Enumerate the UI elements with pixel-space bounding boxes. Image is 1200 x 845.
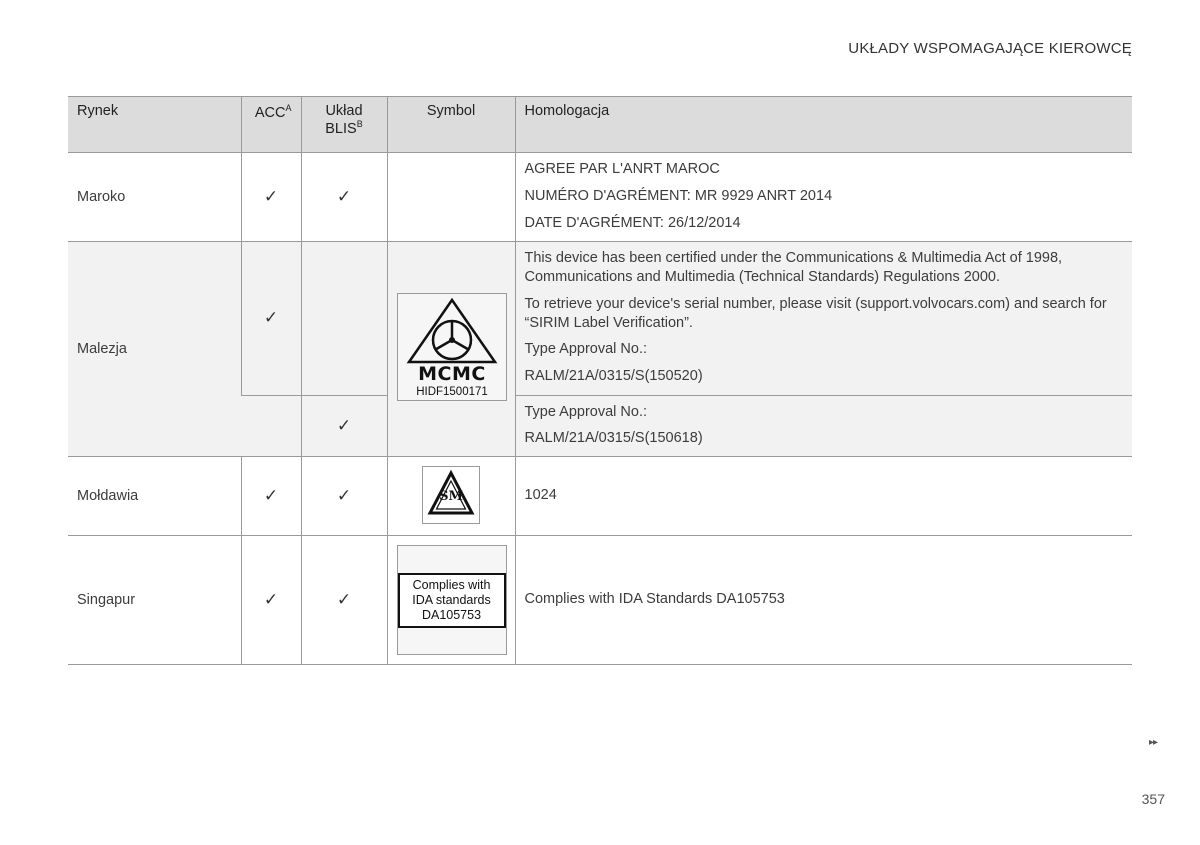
homologation-cell <box>515 536 1132 665</box>
mcmc-triangle-logo-icon <box>398 294 506 400</box>
next-page-icon: ▸▸ <box>1149 737 1158 748</box>
market-cell: Singapur <box>68 536 241 665</box>
sm-symbol <box>422 466 480 524</box>
header-blis: Układ $BLIS^B$ <box>301 97 387 153</box>
table-row-maroko <box>68 153 1132 242</box>
blis-cell <box>301 457 387 536</box>
check-mark-icon: ✓ <box>336 186 352 206</box>
homologation-line: To retrieve your device's serial number, please visit (support.volvocars.com) and search for “SIRIM Label Verification”. <box>524 295 1107 331</box>
check-mark-icon: ✓ <box>336 590 352 610</box>
check-mark-icon: ✓ <box>263 590 279 610</box>
acc-cell <box>241 395 301 457</box>
homologation-cell <box>515 153 1132 242</box>
acc-cell <box>241 536 301 665</box>
homologation-line: Complies with IDA Standards DA105753 <box>524 591 785 608</box>
homologation-line: This device has been certified under the Communications & Multimedia Act of 1998, Communications and Multimedia (Technical Standards) Regulations 2000. <box>524 250 1063 285</box>
symbol-cell <box>387 457 515 536</box>
homologation-table <box>68 96 1132 665</box>
blis-cell <box>301 536 387 665</box>
sm-conformity-mark-icon <box>423 467 479 523</box>
check-mark-icon: ✓ <box>263 486 279 506</box>
table-row-singapur <box>68 536 1132 665</box>
ida-label-box: Complies with IDA standards DA105753 <box>398 573 506 628</box>
acc-cell <box>241 457 301 536</box>
check-mark-icon: ✓ <box>263 308 279 328</box>
check-mark-icon: ✓ <box>263 186 279 206</box>
homologation-line: Type Approval No.: <box>524 341 648 358</box>
svg-text:SM: SM <box>439 488 463 504</box>
page-header-title: UKŁADY WSPOMAGAJĄCE KIEROWCĘ <box>848 40 1132 57</box>
page-number: 357 <box>1141 791 1165 807</box>
homologation-cell <box>515 457 1132 536</box>
ida-symbol <box>397 545 507 655</box>
table-header-row <box>68 97 1132 153</box>
market-cell: Malezja <box>68 241 241 457</box>
homologation-line: AGREE PAR L'ANRT MAROC <box>524 161 720 177</box>
acc-cell <box>241 153 301 242</box>
market-cell: Maroko <box>68 153 241 242</box>
svg-text:MCMC: MCMC <box>417 363 486 386</box>
header-rynek: Rynek <box>68 97 241 153</box>
symbol-cell <box>387 536 515 665</box>
acc-cell <box>241 241 301 395</box>
homologation-line: RALM/21A/0315/S(150618) <box>524 430 703 447</box>
table-row-moldawia <box>68 457 1132 536</box>
check-mark-icon: ✓ <box>336 415 352 435</box>
blis-cell <box>301 153 387 242</box>
header-symbol: Symbol <box>387 97 515 153</box>
homologation-line: DATE D'AGRÉMENT: 26/12/2014 <box>524 214 741 231</box>
symbol-cell <box>387 153 515 242</box>
homologation-cell <box>515 395 1132 457</box>
symbol-cell <box>387 241 515 457</box>
check-mark-icon: ✓ <box>336 486 352 506</box>
homologation-line: Type Approval No.: <box>524 403 648 420</box>
homologation-cell <box>515 241 1132 395</box>
table-row-malezja-acc <box>68 241 1132 395</box>
blis-cell <box>301 395 387 457</box>
blis-cell <box>301 241 387 395</box>
homologation-line: 1024 <box>524 487 557 504</box>
homologation-line: RALM/21A/0315/S(150520) <box>524 368 703 385</box>
svg-text:HIDF1500171: HIDF1500171 <box>415 386 488 399</box>
header-acc: $ACC^A$ <box>241 97 301 153</box>
mcmc-symbol <box>397 293 507 401</box>
homologation-line: NUMÉRO D'AGRÉMENT: MR 9929 ANRT 2014 <box>524 187 833 204</box>
header-homologacja: Homologacja <box>515 97 1132 153</box>
market-cell: Mołdawia <box>68 457 241 536</box>
